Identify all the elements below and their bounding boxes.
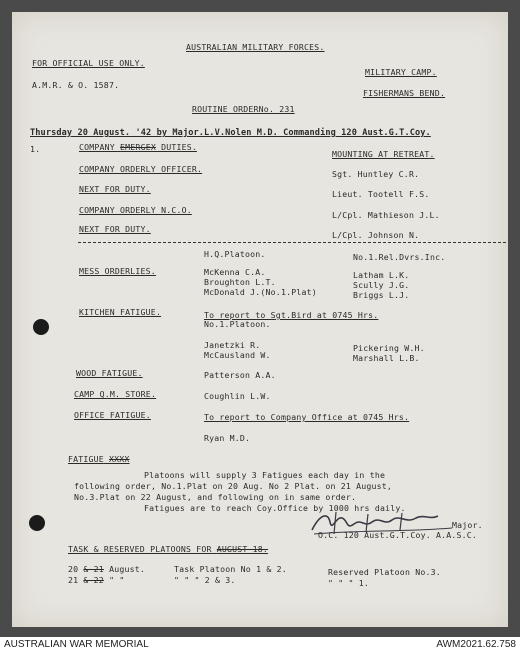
task-row-2-day: 21: [68, 575, 79, 585]
duties-label-start: COMPANY: [79, 142, 121, 152]
camp-qm-store-name: Coughlin L.W.: [204, 391, 271, 401]
section-number: 1.: [30, 144, 41, 154]
orderly-nco-label: COMPANY ORDERLY N.C.O.: [79, 205, 192, 215]
document-sheet: [12, 12, 508, 627]
signature-rank: Major.: [452, 520, 483, 530]
duties-label-end: DUTIES.: [155, 142, 197, 152]
duties-label: [79, 142, 197, 152]
task-row-2: [68, 575, 124, 585]
fatigue-line-1: Platoons will supply 3 Fatigues each day in the: [144, 470, 386, 480]
mess-hq-name-1: McKenna C.A.: [204, 267, 266, 277]
kitchen-name-4: Marshall L.B.: [353, 353, 420, 363]
place-label: FISHERMANS BEND.: [363, 88, 446, 98]
duties-label-struck: EMERGEX: [120, 142, 156, 152]
document-title: AUSTRALIAN MILITARY FORCES.: [186, 42, 325, 52]
wood-fatigue-name: Patterson A.A.: [204, 370, 276, 380]
task-row-1-day: 20: [68, 564, 79, 574]
mess-hq-name-3: McDonald J.(No.1.Plat): [204, 287, 317, 297]
official-use-label: FOR OFFICIAL USE ONLY.: [32, 58, 145, 68]
camp-label: MILITARY CAMP.: [365, 67, 437, 77]
footer-institution: AUSTRALIAN WAR MEMORIAL: [4, 639, 149, 650]
orderly-nco-name: L/Cpl. Mathieson J.L.: [332, 210, 440, 220]
relief-platoon-heading: No.1.Rel.Dvrs.Inc.: [353, 252, 446, 262]
task-row-2-struck: & 22: [83, 575, 104, 585]
office-fatigue-name: Ryan M.D.: [204, 433, 251, 443]
hq-platoon-heading: H.Q.Platoon.: [204, 249, 266, 259]
mess-hq-name-2: Broughton L.T.: [204, 277, 276, 287]
mess-rel-name-1: Latham L.K.: [353, 270, 410, 280]
section-divider: [78, 242, 506, 243]
fatigue-heading-label: FATIGUE: [68, 454, 104, 464]
task-row-2-task: " " " 2 & 3.: [174, 575, 236, 585]
fatigue-line-2: following order, No.1.Plat on 20 Aug. No 2 Plat. on 21 August,: [74, 481, 393, 491]
kitchen-fatigue-label: KITCHEN FATIGUE.: [79, 307, 162, 317]
archive-footer: [0, 637, 520, 653]
task-row-1-reserved: Reserved Platoon No.3.: [328, 567, 441, 577]
task-row-2-reserved: " " " 1.: [328, 578, 370, 588]
orderly-officer-name: Sgt. Huntley C.R.: [332, 169, 420, 179]
kitchen-name-3: Pickering W.H.: [353, 343, 425, 353]
task-heading-struck: AUGUST 18.: [216, 544, 269, 554]
orderly-officer-label: COMPANY ORDERLY OFFICER.: [79, 164, 203, 174]
task-row-1: [68, 564, 145, 574]
kitchen-name-2: McCausland W.: [204, 350, 271, 360]
task-row-1-month: August.: [109, 564, 145, 574]
mess-orderlies-label: MESS ORDERLIES.: [79, 266, 156, 276]
wood-fatigue-label: WOOD FATIGUE.: [76, 368, 143, 378]
punch-hole-top: [33, 319, 49, 335]
fatigue-line-4: Fatigues are to reach Coy.Office by 1000 hrs daily.: [144, 503, 406, 513]
next-for-duty-nco-name: L/Cpl. Johnson N.: [332, 230, 420, 240]
task-heading: [68, 544, 268, 554]
office-fatigue-label: OFFICE FATIGUE.: [74, 410, 151, 420]
footer-accession-number: AWM2021.62.758: [436, 639, 516, 650]
task-row-2-month: " ": [109, 575, 125, 585]
routine-order-number: ROUTINE ORDERNo. 231: [192, 104, 295, 114]
kitchen-instruction: To report to Sgt.Bird at 0745 Hrs.: [204, 310, 379, 320]
next-for-duty-officer-label: NEXT FOR DUTY.: [79, 184, 151, 194]
date-line: Thursday 20 August. '42 by Major.L.V.Nolen M.D. Commanding 120 Aust.G.T.Coy.: [30, 128, 431, 138]
task-heading-text: TASK & RESERVED PLATOONS FOR: [68, 544, 212, 554]
office-instruction: To report to Company Office at 0745 Hrs.: [204, 412, 410, 422]
mess-rel-name-2: Scully J.G.: [353, 280, 410, 290]
signature-title: O.C. 120 Aust.G.T.Coy. A.A.S.C.: [318, 530, 478, 540]
reference-number: A.M.R. & O. 1587.: [32, 80, 120, 90]
mounting-label: MOUNTING AT RETREAT.: [332, 149, 435, 159]
next-for-duty-officer-name: Lieut. Tootell F.S.: [332, 189, 430, 199]
camp-qm-store-label: CAMP Q.M. STORE.: [74, 389, 157, 399]
fatigue-heading: [68, 454, 130, 464]
kitchen-name-1: Janetzki R.: [204, 340, 261, 350]
kitchen-platoon: No.1.Platoon.: [204, 319, 271, 329]
next-for-duty-nco-label: NEXT FOR DUTY.: [79, 224, 151, 234]
fatigue-heading-struck: XXXX: [109, 454, 130, 464]
fatigue-line-3: No.3.Plat on 22 August, and following on in same order.: [74, 492, 357, 502]
punch-hole-bottom: [29, 515, 45, 531]
task-row-1-task: Task Platoon No 1 & 2.: [174, 564, 287, 574]
mess-rel-name-3: Briggs L.J.: [353, 290, 410, 300]
task-row-1-struck: & 21: [83, 564, 104, 574]
